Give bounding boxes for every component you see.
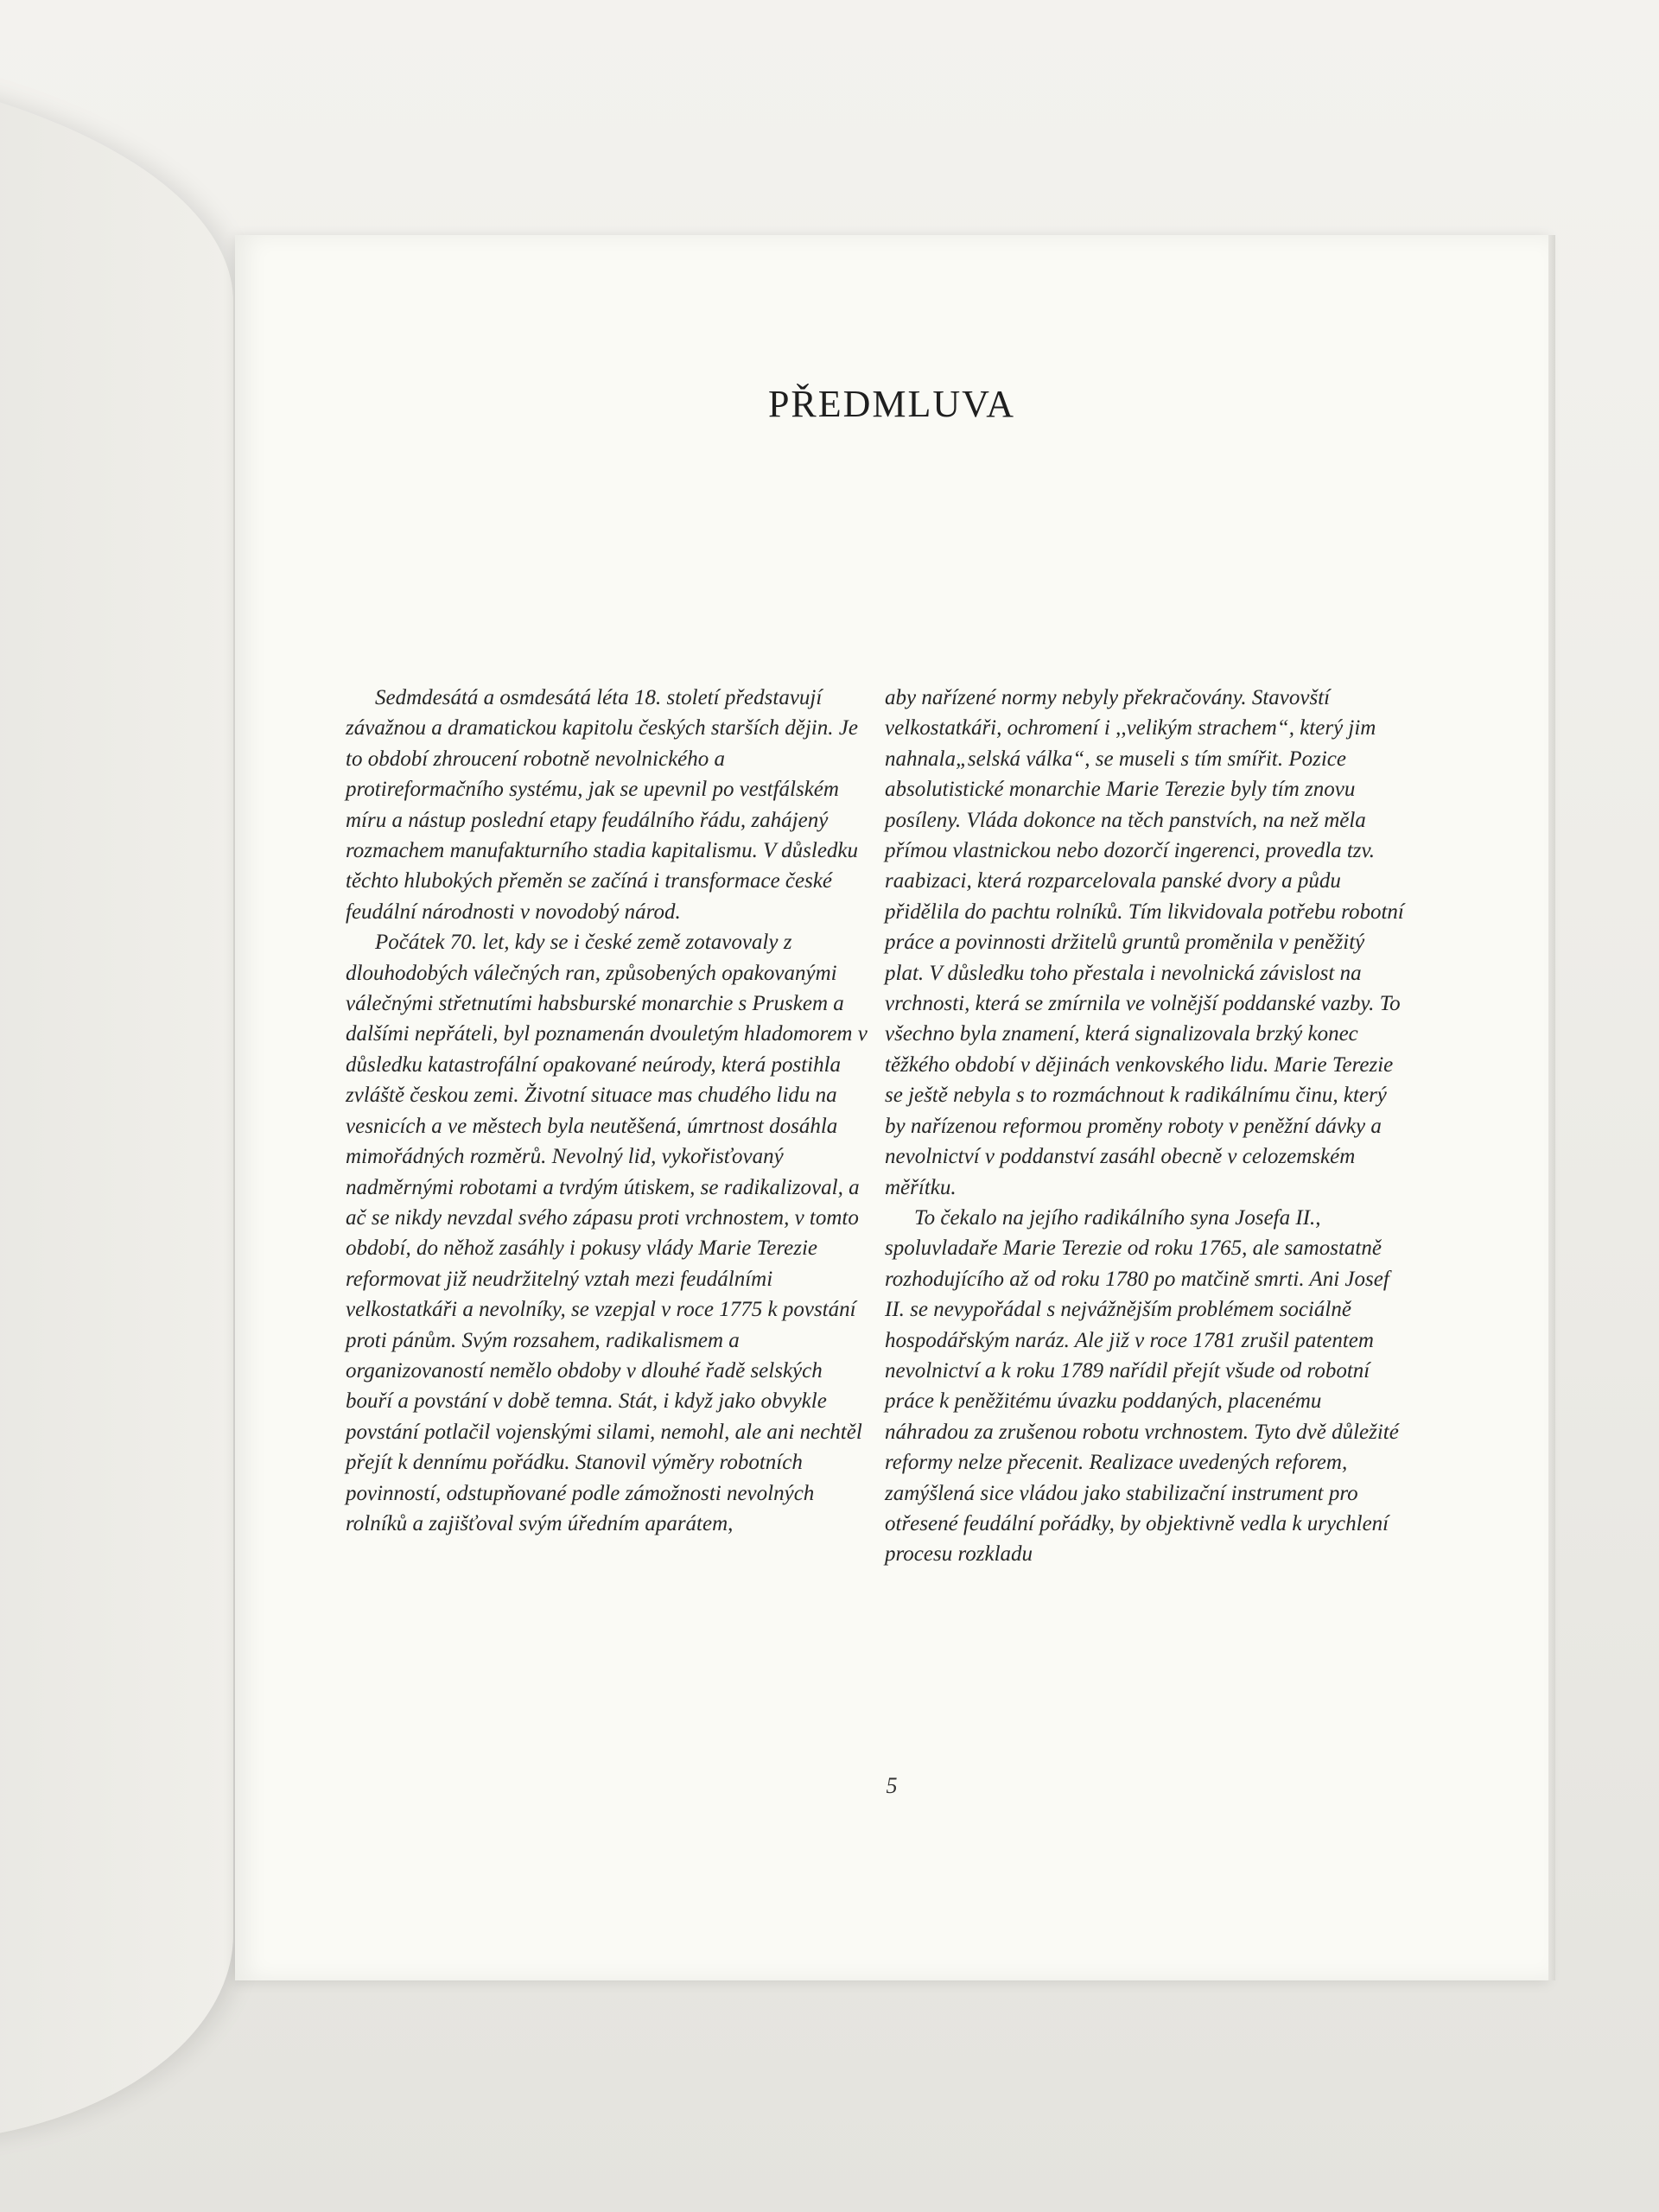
- paragraph: Počátek 70. let, kdy se i české země zotavovaly z dlouhodobých válečných ran, způsobených opakovanými válečnými střetnutími habsburské monarchie s Pruskem a dalšími nepřáteli, byl poznamenán dvouletým hladomorem v důsledku katastrofální opakované neúrody, která postihla zvláště českou zemi. Životní situace mas chudého lidu na vesnicích a ve městech byla neutěšená, úmrtnost dosáhla mimořádných rozměrů. Nevolný lid, vykořisťovaný nadměrnými robotami a tvrdým útiskem, se radikalizoval, a ač se nikdy nevzdal svého zápasu proti vrchnostem, v tomto období, do něhož zasáhly i pokusy vlády Marie Terezie reformovat již neudržitelný vztah mezi feudálními velkostatkáři a nevolníky, se vzepjal v roce 1775 k povstání proti pánům. Svým rozsahem, radikalismem a organizovaností nemělo obdoby v dlouhé řadě selských bouří a povstání v době temna. Stát, i když jako obvykle povstání potlačil vojenskými silami, nemohl, ale ani nechtěl přejít k dennímu pořádku. Stanovil výměry robotních povinností, odstupňované podle zámožnosti nevolných rolníků a zajišťoval svým úředním aparátem,: [346, 931, 868, 1535]
- facing-left-page: [0, 52, 233, 2143]
- right-text-column: [885, 683, 1408, 1570]
- page-title: PŘEDMLUVA: [767, 383, 1016, 425]
- page-edge: [1548, 235, 1555, 1980]
- page-number: 5: [886, 1773, 898, 1798]
- paragraph: Sedmdesátá a osmdesátá léta 18. století představují závažnou a dramatickou kapitolu českých starších dějin. Je to období zhroucení robotně nevolnického a protireformačního systému, jak se upevnil po vestfálském míru a nástup poslední etapy feudálního řádu, zahájený rozmachem manufakturního stadia kapitalismu. V důsledku těchto hlubokých přeměn se začíná i transformace české feudální národnosti v novodobý národ.: [346, 686, 859, 924]
- paragraph: To čekalo na jejího radikálního syna Josefa II., spoluvladaře Marie Terezie od roku 1765, ale samostatně rozhodujícího až od roku 1780 po matčině smrti. Ani Josef II. se nevypořádal s nejvážnějším problémem sociálně hospodářským naráz. Ale již v roce 1781 zrušil patentem nevolnictví a k roku 1789 nařídil přejít všude od robotní práce k peněžitému úvazku poddaných, placenému náhradou za zrušenou robotu vrchnostem. Tyto dvě důležité reformy nelze přecenit. Realizace uvedených reforem, zamýšlená sice vládou jako stabilizační instrument pro otřesené feudální pořádky, by objektivně vedla k urychlení procesu rozkladu: [885, 1205, 1399, 1567]
- left-text-column: [346, 683, 868, 1539]
- paragraph: aby nařízené normy nebyly překračovány. Stavovští velkostatkáři, ochromení i ,,velikým strachem“, který jim nahnala„selská válka“, se museli s tím smířit. Pozice absolutistické monarchie Marie Terezie byly tím znovu posíleny. Vláda dokonce na těch panstvích, na než měla přímou vlastnickou nebo dozorčí ingerenci, provedla tzv. raabizaci, která rozparcelovala panské dvory a půdu přidělila do pachtu rolníků. Tím likvidovala potřebu robotní práce a povinnosti držitelů gruntů proměnila v peněžitý plat. V důsledku toho přestala i nevolnická závislost na vrchnosti, která se zmírnila ve volnější poddanské vazby. To všechno byla znamení, která signalizovala brzký konec těžkého období v dějinách venkovského lidu. Marie Terezie se ještě nebyla s to rozmáchnout k radikálnímu činu, který by nařízenou reformou proměny roboty v peněžní dávky a nevolnictví v poddanství zasáhl obecně v celozemském měřítku.: [885, 686, 1404, 1199]
- book-page: [235, 235, 1548, 1980]
